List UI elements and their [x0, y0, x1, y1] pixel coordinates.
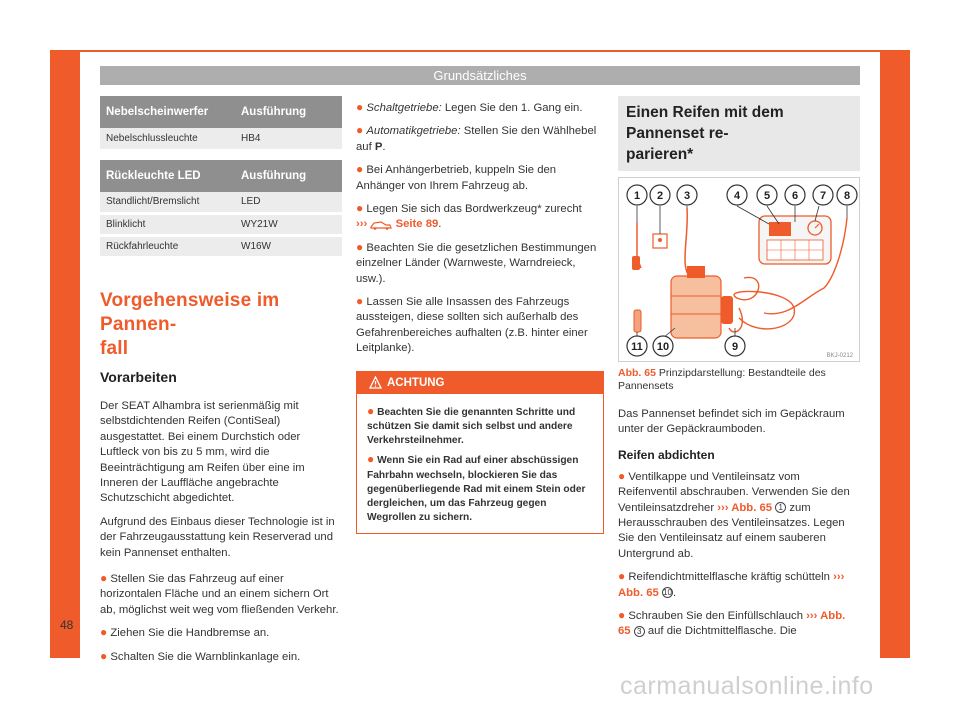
table-cell: WY21W: [235, 214, 342, 236]
list-item-text: Reifendichtmittelflasche kräftig schütteln: [628, 571, 834, 584]
bullet-icon: ●: [100, 625, 108, 640]
list-item: [100, 649, 342, 665]
cross-reference-link[interactable]: ››› Abb. 65: [717, 501, 773, 514]
list-item: [100, 625, 342, 641]
repair-kit-illustration: [619, 178, 859, 361]
paragraph: Das Pannenset befindet sich im Gepäckraum unter der Gepäckraumboden.: [618, 408, 845, 436]
bullet-icon: ●: [356, 100, 364, 114]
callout-label: 3: [683, 190, 691, 202]
running-header: Grundsätzliches: [100, 66, 860, 85]
table-cell: Standlicht/Bremslicht: [100, 192, 235, 214]
subheading: Vorarbeiten: [100, 369, 177, 385]
section-title-line: Einen Reifen mit dem Pannenset re-: [626, 104, 784, 142]
paragraph: Der SEAT Alhambra ist serienmäßig mit selbstdichtenden Reifen (ContiSeal) ausgestattet. Bei einem Durchstich oder Luftleck von bis zu 5 mm, wird die Beeinträchtigung am Reifen über eine im Inneren der Lauffläche angebrachte Schutzschicht abgedichtet.: [100, 400, 305, 505]
list-item: [356, 162, 604, 194]
bullet-icon: ●: [356, 201, 364, 216]
warning-body: [357, 394, 603, 534]
callout-number: 1: [775, 502, 786, 513]
section-title: [618, 96, 860, 171]
fog-light-table: [100, 96, 342, 152]
warning-item: [367, 404, 593, 449]
caption-text: Prinzipdarstellung: Bestandteile des Pannensets: [618, 367, 826, 392]
right-column: [618, 96, 860, 640]
table-header: Rückleuchte LED: [100, 160, 235, 192]
list-item-text: Beachten Sie die gesetzlichen Bestimmungen einzelner Länder (Warnweste, Warndreieck, usw.).: [356, 241, 597, 285]
rear-light-table: [100, 160, 342, 260]
cross-reference-link[interactable]: ››› Abb. 65: [618, 571, 845, 599]
emphasis: Schaltgetriebe:: [366, 102, 442, 114]
list-item-text: Stellen Sie das Fahrzeug auf einer horizontalen Fläche und an einem sichern Ort ab, möglichst weit weg vom fließenden Verkehr.: [100, 573, 339, 616]
section-title-line: fall: [100, 338, 129, 359]
table-header: Nebelscheinwerfer: [100, 96, 235, 128]
table-cell: Blinklicht: [100, 214, 235, 236]
bullet-icon: ●: [618, 468, 626, 483]
callout-label: 6: [791, 190, 799, 202]
warning-box: [356, 371, 604, 535]
cross-reference-link[interactable]: ››› Abb. 65: [618, 610, 846, 638]
table-row: [100, 214, 342, 236]
figure-code: BKJ-0212: [826, 353, 853, 359]
list-item: [618, 469, 860, 562]
callout-label: 5: [763, 190, 771, 202]
list-item-text: Schrauben Sie den Einfüllschlauch: [628, 610, 807, 623]
list-item-text: .: [438, 218, 442, 231]
callout-label: 8: [843, 190, 851, 202]
list-item-text: Ziehen Sie die Handbremse an.: [110, 627, 270, 640]
cross-reference-link[interactable]: [356, 218, 438, 230]
emphasis: Automatikgetriebe:: [366, 125, 461, 138]
callout-label: 10: [656, 341, 670, 353]
middle-column: [356, 96, 604, 534]
list-item: [356, 240, 604, 287]
callout-label: 2: [656, 190, 664, 202]
car-tool-icon: [370, 219, 392, 230]
bullet-icon: ●: [618, 608, 626, 623]
list-item: [356, 100, 604, 116]
list-item-text: Stellen Sie den Wählhebel auf: [356, 125, 597, 153]
callout-number: 3: [634, 626, 645, 637]
page-number: 48: [60, 618, 74, 632]
warning-item: [367, 452, 593, 525]
watermark: carmanualsonline.info: [620, 672, 874, 700]
callout-label: 11: [631, 341, 643, 353]
warning-item-text: Beachten Sie die genannten Schritte und schützen Sie damit sich selbst und andere Verkehrsteilnehmer.: [367, 406, 576, 447]
list-item: [356, 201, 604, 233]
table-cell: HB4: [235, 128, 342, 150]
table-header: Ausführung: [235, 160, 342, 192]
list-item: [100, 571, 342, 618]
bullet-icon: ●: [618, 569, 626, 584]
bullet-icon: ●: [100, 648, 108, 663]
list-item-text: Legen Sie sich das Bordwerkzeug* zurecht: [366, 203, 582, 216]
bullet-icon: ●: [100, 571, 108, 586]
paragraph: Aufgrund des Einbaus dieser Technologie ist in der Fahrzeugausstattung kein Reserverad und kein Pannenset enthalten.: [100, 515, 335, 559]
bullet-icon: ●: [356, 162, 364, 177]
ref-text: Seite 89: [395, 218, 439, 231]
list-item-text: Legen Sie den 1. Gang ein.: [441, 102, 583, 114]
gear-letter: P: [374, 140, 383, 153]
list-item: [618, 608, 860, 640]
ref-arrows: ›››: [356, 218, 368, 231]
subheading: Reifen abdichten: [618, 447, 715, 462]
bullet-icon: ●: [356, 239, 364, 254]
bullet-icon: ●: [356, 294, 364, 309]
list-item-text: .: [382, 140, 386, 153]
list-item-text: Schalten Sie die Warnblinkanlage ein.: [110, 650, 301, 663]
callout-label: 4: [733, 190, 741, 202]
list-item: [618, 569, 860, 601]
table-row: [100, 128, 342, 150]
table-cell: W16W: [235, 236, 342, 258]
warning-header: [357, 372, 603, 394]
warning-item-text: Wenn Sie ein Rad auf einer abschüssigen Fahrbahn wechseln, blockieren Sie das gegenüberliegende Rad mit einem Stein oder dergleichen, um das Fahrzeug gegen Wegrollen zu sichern.: [367, 455, 586, 524]
callout-label: 1: [633, 190, 641, 202]
table-cell: LED: [235, 192, 342, 214]
table-row: [100, 192, 342, 214]
table-header: Ausführung: [235, 96, 342, 128]
bullet-icon: ●: [367, 403, 375, 418]
bullet-icon: ●: [367, 452, 375, 467]
callout-label: 9: [731, 341, 739, 353]
list-item-text: Lassen Sie alle Insassen des Fahrzeugs aussteigen, diese sollten sich außerhalb des Gefahrenbereiches aufhalten (z.B. hinter einer Leitplanke).: [356, 296, 588, 355]
callout-label: 7: [819, 190, 827, 202]
figure-number: Abb. 65: [618, 367, 656, 379]
warning-triangle-icon: [369, 376, 382, 389]
figure-caption: [618, 367, 860, 393]
table-row: [100, 236, 342, 258]
left-column: [100, 96, 342, 665]
table-cell: Nebelschlussleuchte: [100, 128, 235, 150]
list-item: [356, 123, 604, 155]
table-cell: Rückfahrleuchte: [100, 236, 235, 258]
list-item-text: .: [672, 586, 677, 599]
section-title: [100, 289, 342, 361]
list-item: [356, 294, 604, 357]
list-item-text: auf die Dichtmittelflasche. Die: [644, 625, 797, 638]
callout-number: 10: [663, 588, 672, 598]
section-title-line: parieren*: [626, 146, 694, 163]
list-item-text: Ventilkappe und Ventileinsatz vom Reifenventil abschrauben. Verwenden Sie den Ventileinsatzdreher: [618, 470, 850, 514]
warning-title: ACHTUNG: [387, 376, 445, 389]
list-item-text: Bei Anhängerbetrieb, kuppeln Sie den Anhänger von Ihrem Fahrzeug ab.: [356, 164, 557, 192]
figure-repair-kit: [618, 177, 860, 362]
section-title-line: Vorgehensweise im Pannen-: [100, 290, 280, 335]
list-item-text: zum Herausschrauben des Ventileinsatzes. Legen Sie den Ventileinsatz auf einem sauberen Untergrund ab.: [618, 501, 845, 560]
bullet-icon: ●: [356, 123, 364, 138]
